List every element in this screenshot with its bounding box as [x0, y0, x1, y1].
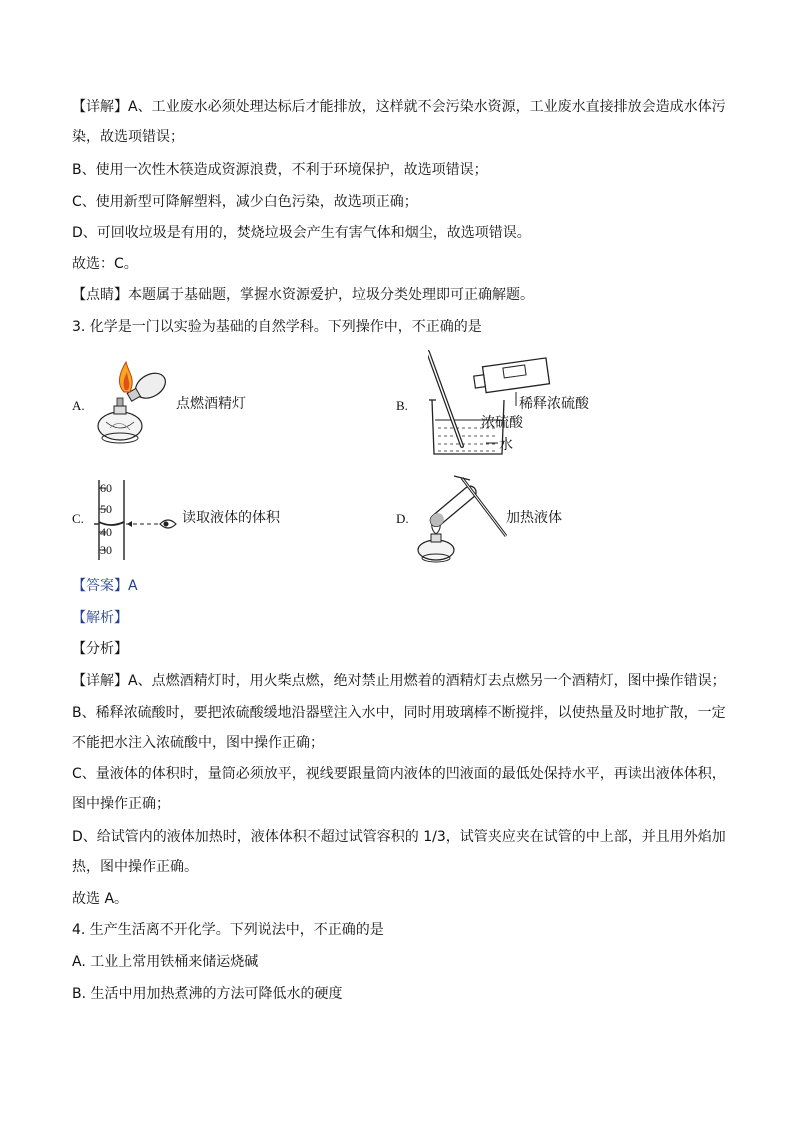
- q3-option-b-acid-label: 浓硫酸: [481, 415, 523, 431]
- q3-stem: 3. 化学是一门以实验为基础的自然学科。下列操作中，不正确的是: [72, 319, 482, 335]
- q3-answer: 【答案】A: [72, 578, 138, 594]
- q2-choice: 故选：C。: [72, 256, 138, 272]
- q3-detail-d-line2: 热，图中操作正确。: [72, 859, 198, 875]
- q3-option-d-letter: D.: [396, 511, 409, 526]
- q3-option-c-label: 读取液体的体积: [182, 510, 280, 526]
- q2-detail-b: B、使用一次性木筷造成资源浪费，不利于环境保护，故选项错误；: [72, 162, 488, 178]
- q2-detail-a-line1: 【详解】A、工业废水必须处理达标后才能排放，这样就不会污染水资源，工业废水直接排放会造成水体污: [72, 99, 726, 115]
- q4-stem: 4. 生产生活离不开化学。下列说法中，不正确的是: [72, 922, 384, 938]
- q3-detail-b-line1: B、稀释浓硫酸时，要把浓硫酸缓地沿器壁注入水中，同时用玻璃棒不断搅拌，以使热量及时地扩散，一定: [72, 705, 726, 721]
- q2-detail-a-line2: 染，故选项错误；: [72, 129, 184, 145]
- q3-option-c-tick-40: 40: [100, 525, 112, 539]
- q3-detail-c-line2: 图中操作正确；: [72, 796, 170, 812]
- q4-option-a: A. 工业上常用铁桶来储运烧碱: [72, 954, 259, 970]
- q4-option-b: B. 生活中用加热煮沸的方法可降低水的硬度: [72, 986, 343, 1002]
- q3-fenxi-heading: 【分析】: [72, 641, 128, 657]
- q3-option-c-letter: C.: [72, 511, 84, 526]
- q3-detail-d-line1: D、给试管内的液体加热时，液体体积不超过试管容积的 1/3，试管夹应夹在试管的中上部，并且用外焰加: [72, 829, 726, 845]
- q3-option-c-tick-60: 60: [100, 481, 112, 495]
- q3-option-c-tick-30: 30: [100, 543, 112, 557]
- q3-choice: 故选 A。: [72, 891, 129, 907]
- q3-option-b-label: 稀释浓硫酸: [519, 396, 589, 412]
- q3-option-c-tick-50: 50: [100, 502, 112, 516]
- q2-detail-c: C、使用新型可降解塑料，减少白色污染，故选项正确；: [72, 194, 418, 210]
- q3-option-b-letter: B.: [396, 398, 408, 413]
- q3-detail-c-line1: C、量液体的体积时，量筒必须放平，视线要跟量筒内液体的凹液面的最低处保持水平，再读出液体体积，: [72, 766, 726, 782]
- lighting-alcohol-lamp-illustration: [96, 356, 176, 448]
- heating-liquid-in-test-tube-illustration: [414, 470, 510, 566]
- q3-detail-b-line2: 不能把水注入浓硫酸中，图中操作正确；: [72, 735, 324, 751]
- q3-option-d-label: 加热液体: [506, 510, 562, 526]
- q3-option-a-label: 点燃酒精灯: [176, 396, 246, 412]
- q3-analysis-heading: 【解析】: [72, 610, 128, 626]
- q2-comment: 【点睛】本题属于基础题，掌握水资源爱护，垃圾分类处理即可正确解题。: [72, 287, 534, 303]
- q2-detail-d: D、可回收垃圾是有用的，焚烧垃圾会产生有害气体和烟尘，故选项错误。: [72, 225, 531, 241]
- q3-detail-a: 【详解】A、点燃酒精灯时，用火柴点燃，绝对禁止用燃着的酒精灯去点燃另一个酒精灯，图中操作错误；: [72, 673, 726, 689]
- q3-option-b-water-label: 水: [499, 437, 513, 453]
- q3-option-a-letter: A.: [72, 398, 85, 413]
